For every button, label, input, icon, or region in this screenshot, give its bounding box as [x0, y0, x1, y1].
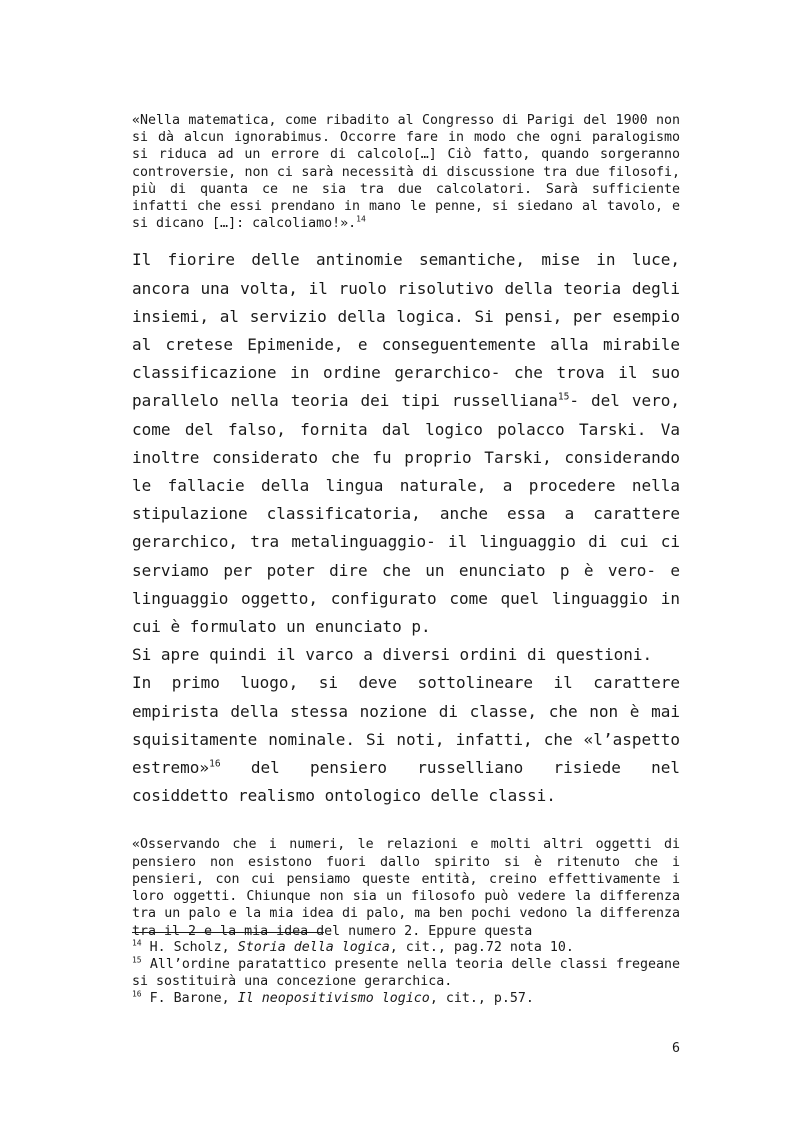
- footnote-15: $^{15}$ All’ordine paratattico presente nella teoria delle classi fregeane si sostituirà una concezione gerarchica.: [132, 955, 680, 989]
- footnote-14: $^{14}$ H. Scholz, Storia della logica, cit., pag.72 nota 10.: [132, 938, 574, 955]
- page-body: [132, 112, 680, 940]
- footnote-ref-14[interactable]: 14: [356, 214, 366, 224]
- footnote-separator: [132, 932, 324, 933]
- paragraph-primo-luogo: In primo luogo, si deve sottolineare il carattere empirista della stessa nozione di classe, che non è mai squisitamente nominale. Si noti, infatti, che «l’aspetto estremo»$^{16}$ del pensiero russelliano risiede nel cosiddetto realismo ontologico delle classi.: [132, 673, 680, 806]
- block-quote-2: «Osservando che i numeri, le relazioni e molti altri oggetti di pensiero non esistono fuori dallo spirito si è ritenuto che i pensieri, con cui pensiamo queste entità, creino effettivamente i loro oggetti. Chiunque non sia un filosofo può vedere la differenza tra un palo e la mia idea di palo, ma ben pochi vedono la differenza tra il 2 e la mia idea del numero 2. Eppure questa: [132, 837, 680, 939]
- footnote-16: $^{16}$ F. Barone, Il neopositivismo logico, cit., p.57.: [132, 989, 534, 1006]
- paragraph-antinomie: Il fiorire delle antinomie semantiche, mise in luce, ancora una volta, il ruolo risolutivo della teoria degli insiemi, al servizio della logica. Si pensi, per esempio al cretese Epimenide, e conseguentemente alla mirabile classificazione in ordine gerarchico- che trova il suo parallelo nella teoria dei tipi russelliana$^{15}$- del vero, come del falso, fornita dal logico polacco Tarski. Va inoltre considerato che fu proprio Tarski, considerando le fallacie della lingua naturale, a procedere nella stipulazione classificatoria, anche essa a carattere gerarchico, tra metalinguaggio- il linguaggio di cui ci serviamo per poter dire che un enunciato p è vero- e linguaggio oggetto, configurato come quel linguaggio in cui è formulato un enunciato p.: [132, 250, 680, 637]
- paragraph-questioni: Si apre quindi il varco a diversi ordini di questioni.: [132, 645, 653, 665]
- page-number: 6: [672, 1041, 681, 1056]
- block-quote-1: «Nella matematica, come ribadito al Congresso di Parigi del 1900 non si dà alcun ignorabimus. Occorre fare in modo che ogni paralogismo si riduca ad un errore di calcolo[…] Ciò fatto, quando sorgeranno controversie, non ci sarà necessità di discussione tra due filosofi, più di quanta ce ne sia tra due calcolatori. Sarà sufficiente infatti che essi prendano in mano le penne, si siedano al tavolo, e si dicano […]: calcoliamo!».$^{14}$: [132, 113, 680, 232]
- footnote-ref-16[interactable]: 16: [209, 758, 221, 770]
- footnotes: [132, 932, 680, 1007]
- footnote-ref-15[interactable]: 15: [557, 392, 570, 404]
